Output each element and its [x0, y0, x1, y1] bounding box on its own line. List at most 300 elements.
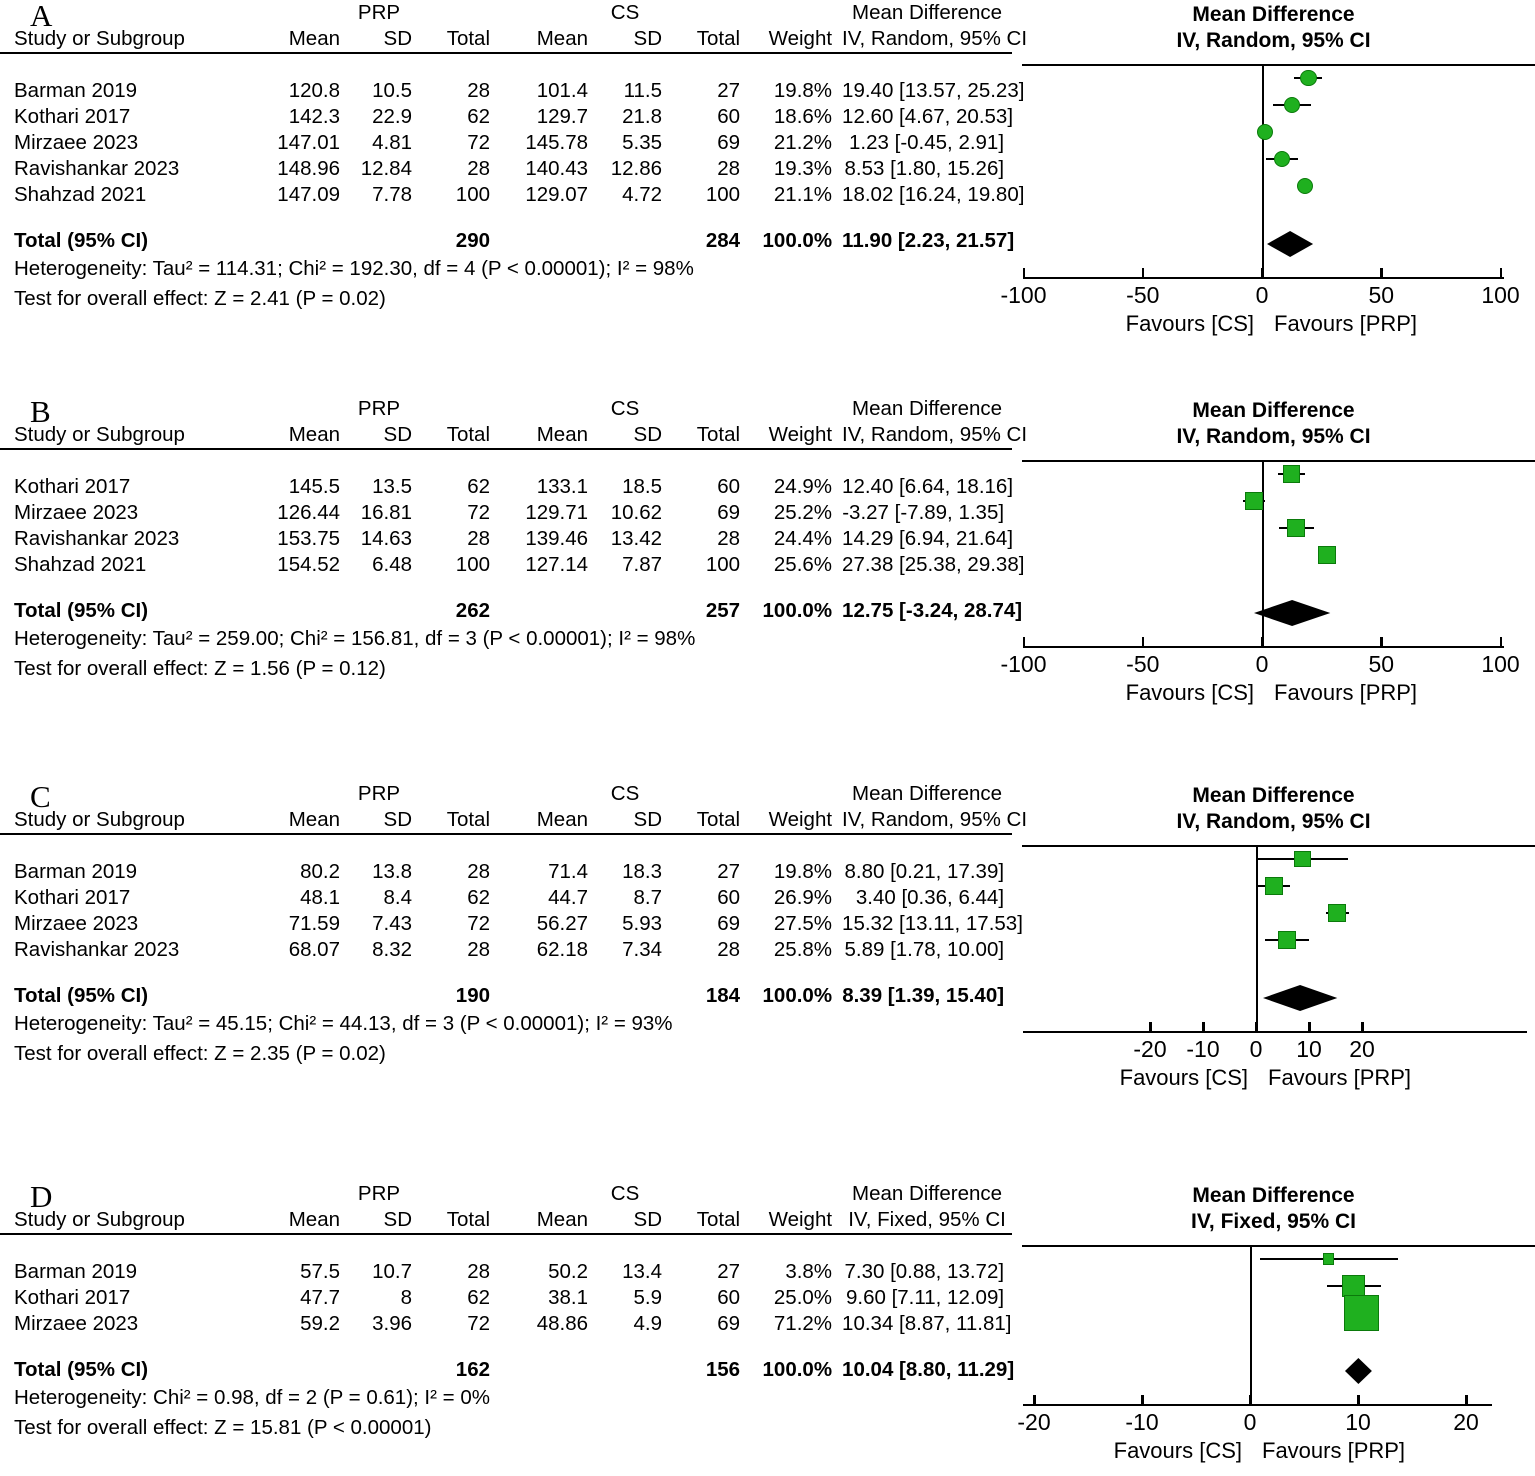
cell-cs-total: 27	[717, 860, 741, 883]
col-weight: Weight	[768, 423, 833, 446]
forest-table	[0, 781, 1028, 1069]
col-cs-mean: Mean	[536, 1208, 589, 1231]
study-effect-marker	[1342, 1275, 1365, 1298]
plot-title-model: IV, Random, 95% CI	[1176, 425, 1371, 448]
cell-weight: 26.9%	[773, 886, 833, 909]
x-axis-tick	[1142, 637, 1145, 648]
cell-cs-mean: 127.14	[525, 553, 589, 576]
group-header-prp: PRP	[357, 1182, 401, 1205]
table-row	[0, 1259, 1012, 1285]
cell-prp-sd: 10.7	[372, 1260, 412, 1283]
cell-cs-sd: 7.34	[622, 938, 663, 961]
cell-prp-total: 72	[467, 912, 491, 935]
cell-prp-mean: 154.52	[277, 553, 340, 576]
total-label: Total (95% CI)	[14, 599, 149, 622]
cell-cs-sd: 11.5	[623, 79, 663, 102]
cell-prp-sd: 7.43	[372, 912, 412, 935]
header-rule-row	[0, 1233, 1012, 1259]
cell-weight: 24.4%	[773, 527, 833, 550]
col-prp-total: Total	[446, 423, 491, 446]
cell-mean-difference: 10.34 [8.87, 11.81]	[842, 1312, 1012, 1335]
null-effect-line	[1262, 64, 1264, 277]
cell-cs-total: 100	[705, 183, 741, 206]
study-effect-marker	[1323, 1253, 1334, 1264]
x-axis-tick-label: -50	[1126, 651, 1160, 677]
cell-mean-difference: 27.38 [25.38, 29.38]	[842, 553, 1025, 576]
study-effect-marker	[1265, 877, 1283, 895]
overall-effect-row	[0, 1039, 1012, 1069]
cell-cs-mean: 101.4	[536, 79, 589, 102]
cell-mean-difference: -3.27 [-7.89, 1.35]	[842, 501, 1005, 524]
col-model: IV, Random, 95% CI	[842, 27, 1028, 50]
heterogeneity-row	[0, 254, 1012, 284]
col-prp-sd: SD	[383, 27, 412, 50]
cell-weight: 21.1%	[773, 183, 833, 206]
total-mean-difference: 12.75 [-3.24, 28.74]	[842, 599, 1023, 622]
cell-prp-sd: 3.96	[372, 1312, 412, 1335]
cell-study: Barman 2019	[14, 79, 138, 102]
study-effect-marker	[1287, 519, 1305, 537]
cell-cs-total: 69	[717, 912, 741, 935]
x-axis-tick	[1500, 268, 1503, 279]
group-header-row	[0, 0, 1012, 26]
cell-cs-mean: 56.27	[536, 912, 589, 935]
total-mean-difference: 10.04 [8.80, 11.29]	[842, 1358, 1015, 1381]
plot-top-rule	[1022, 64, 1535, 66]
group-header-prp: PRP	[357, 1, 401, 24]
x-axis-tick	[1261, 268, 1264, 279]
null-effect-line	[1256, 845, 1258, 1031]
x-axis-line	[1023, 277, 1504, 279]
col-prp-total: Total	[446, 1208, 491, 1231]
cell-weight: 18.6%	[773, 105, 833, 128]
plot-title-effect: Mean Difference	[1192, 3, 1355, 26]
cell-mean-difference: 14.29 [6.94, 21.64]	[842, 527, 1014, 550]
plot-top-rule	[1022, 845, 1535, 847]
group-header-effect: Mean Difference	[852, 782, 1003, 805]
total-prp-total: 162	[455, 1358, 491, 1381]
x-axis-line	[1023, 646, 1504, 648]
cell-prp-sd: 13.8	[372, 860, 412, 883]
x-axis-tick	[1142, 268, 1145, 279]
x-axis-tick-label: 10	[1296, 1036, 1322, 1062]
x-axis-tick	[1023, 268, 1026, 279]
cell-prp-total: 28	[467, 79, 491, 102]
cell-cs-mean: 62.18	[536, 938, 589, 961]
study-effect-marker	[1328, 904, 1346, 922]
plot-title-model: IV, Random, 95% CI	[1176, 29, 1371, 52]
total-row	[0, 598, 1012, 624]
group-header-cs: CS	[610, 397, 640, 420]
favours-right-label: Favours [PRP]	[1274, 680, 1418, 705]
cell-cs-total: 69	[717, 501, 741, 524]
cell-study: Mirzaee 2023	[14, 1312, 139, 1335]
total-prp-total: 190	[455, 984, 491, 1007]
x-axis-tick-label: 20	[1349, 1036, 1375, 1062]
table-row	[0, 911, 1012, 937]
col-cs-sd: SD	[633, 1208, 663, 1231]
cell-prp-total: 28	[467, 157, 491, 180]
cell-prp-total: 62	[467, 1286, 491, 1309]
cell-prp-total: 62	[467, 105, 491, 128]
study-effect-marker	[1300, 70, 1317, 87]
col-prp-sd: SD	[383, 808, 412, 831]
x-axis-tick-label: -50	[1126, 282, 1160, 308]
header-rule-row	[0, 52, 1012, 78]
table-row	[0, 130, 1012, 156]
pooled-effect-diamond	[1265, 231, 1315, 257]
cell-weight: 71.2%	[773, 1312, 833, 1335]
cell-weight: 25.6%	[773, 553, 833, 576]
study-effect-marker	[1344, 1295, 1379, 1330]
x-axis-tick	[1500, 637, 1503, 648]
col-model: IV, Random, 95% CI	[842, 808, 1028, 831]
cell-prp-mean: 48.1	[300, 886, 340, 909]
total-weight: 100.0%	[762, 1358, 833, 1381]
cell-prp-total: 100	[455, 183, 491, 206]
cell-study: Ravishankar 2023	[14, 157, 180, 180]
cell-mean-difference: 19.40 [13.57, 25.23]	[842, 79, 1025, 102]
panel-label: D	[30, 1179, 53, 1214]
x-axis-tick	[1361, 1022, 1364, 1033]
x-axis-tick	[1202, 1022, 1205, 1033]
cell-cs-mean: 140.43	[525, 157, 589, 180]
col-prp-mean: Mean	[288, 27, 340, 50]
cell-prp-sd: 7.78	[372, 183, 412, 206]
x-axis-tick-label: 0	[1249, 1036, 1263, 1062]
spacer-row	[0, 578, 1012, 598]
table-row	[0, 526, 1012, 552]
cell-prp-total: 28	[467, 527, 491, 550]
cell-weight: 25.0%	[773, 1286, 833, 1309]
cell-cs-sd: 13.42	[610, 527, 663, 550]
total-row	[0, 1357, 1012, 1383]
cell-cs-total: 27	[717, 1260, 741, 1283]
total-label: Total (95% CI)	[14, 229, 149, 252]
study-effect-marker	[1283, 465, 1301, 483]
x-axis-tick-label: 10	[1345, 1409, 1371, 1435]
x-axis-tick-label: -20	[1017, 1409, 1051, 1435]
overall-effect-text: Test for overall effect: Z = 2.35 (P = 0.02)	[14, 1042, 386, 1065]
group-header-effect: Mean Difference	[852, 1182, 1003, 1205]
cell-prp-mean: 47.7	[300, 1286, 340, 1309]
col-prp-mean: Mean	[288, 808, 340, 831]
total-prp-total: 290	[455, 229, 491, 252]
cell-prp-total: 28	[467, 1260, 491, 1283]
total-mean-difference: 11.90 [2.23, 21.57]	[842, 229, 1015, 252]
cell-cs-total: 100	[705, 553, 741, 576]
cell-cs-mean: 129.07	[525, 183, 589, 206]
cell-cs-total: 28	[717, 938, 741, 961]
total-mean-difference: 8.39 [1.39, 15.40]	[842, 984, 1005, 1007]
group-header-cs: CS	[610, 1182, 640, 1205]
cell-cs-total: 60	[717, 105, 741, 128]
x-axis-tick-label: 50	[1368, 651, 1395, 677]
total-cs-total: 156	[705, 1358, 741, 1381]
table-row	[0, 156, 1012, 182]
x-axis-tick-label: 0	[1243, 1409, 1257, 1435]
group-header-row	[0, 396, 1012, 422]
cell-prp-total: 62	[467, 475, 491, 498]
x-axis-tick	[1033, 1395, 1036, 1406]
col-weight: Weight	[768, 1208, 833, 1231]
cell-weight: 19.3%	[773, 157, 833, 180]
study-effect-marker	[1245, 492, 1263, 510]
cell-mean-difference: 12.40 [6.64, 18.16]	[842, 475, 1014, 498]
cell-cs-sd: 12.86	[610, 157, 663, 180]
overall-effect-row	[0, 1413, 1012, 1443]
cell-cs-sd: 5.93	[622, 912, 663, 935]
cell-mean-difference: 9.60 [7.11, 12.09]	[845, 1286, 1005, 1309]
cell-weight: 19.8%	[773, 79, 833, 102]
spacer-row	[0, 208, 1012, 228]
x-axis-line	[1023, 1031, 1527, 1033]
x-axis-tick	[1357, 1395, 1360, 1406]
x-axis-tick	[1380, 637, 1383, 648]
cell-mean-difference: 3.40 [0.36, 6.44]	[855, 886, 1005, 909]
plot-title-effect: Mean Difference	[1192, 1184, 1355, 1207]
cell-cs-mean: 44.7	[548, 886, 589, 909]
cell-weight: 21.2%	[773, 131, 833, 154]
cell-cs-total: 27	[717, 79, 741, 102]
cell-prp-mean: 57.5	[300, 1260, 340, 1283]
cell-cs-sd: 5.9	[633, 1286, 663, 1309]
study-effect-marker	[1278, 931, 1296, 949]
col-prp-mean: Mean	[288, 423, 340, 446]
overall-effect-row	[0, 654, 1012, 684]
pooled-effect-diamond	[1261, 985, 1339, 1011]
favours-left-label: Favours [CS]	[1125, 680, 1254, 705]
cell-cs-mean: 50.2	[548, 1260, 589, 1283]
col-model: IV, Fixed, 95% CI	[848, 1208, 1006, 1231]
cell-weight: 25.8%	[773, 938, 833, 961]
cell-study: Barman 2019	[14, 860, 138, 883]
group-header-cs: CS	[610, 782, 640, 805]
group-header-cs: CS	[610, 1, 640, 24]
cell-prp-mean: 126.44	[277, 501, 340, 524]
cell-weight: 24.9%	[773, 475, 833, 498]
col-prp-total: Total	[446, 27, 491, 50]
cell-cs-total: 28	[717, 527, 741, 550]
col-prp-sd: SD	[383, 1208, 412, 1231]
study-effect-marker	[1284, 97, 1300, 113]
cell-cs-sd: 4.72	[622, 183, 663, 206]
total-row	[0, 983, 1012, 1009]
cell-prp-mean: 68.07	[288, 938, 340, 961]
forest-table	[0, 1181, 1015, 1443]
cell-prp-mean: 142.3	[288, 105, 340, 128]
col-study: Study or Subgroup	[14, 423, 185, 446]
col-cs-mean: Mean	[536, 808, 589, 831]
cell-study: Kothari 2017	[14, 1286, 131, 1309]
col-cs-mean: Mean	[536, 423, 589, 446]
x-axis-tick-label: 50	[1368, 282, 1395, 308]
cell-weight: 25.2%	[773, 501, 833, 524]
col-study: Study or Subgroup	[14, 808, 185, 831]
cell-study: Kothari 2017	[14, 105, 131, 128]
pooled-effect-diamond	[1252, 600, 1332, 626]
col-cs-sd: SD	[633, 27, 663, 50]
x-axis-tick-label: -10	[1186, 1036, 1220, 1062]
header-rule	[0, 1233, 1012, 1235]
overall-effect-text: Test for overall effect: Z = 2.41 (P = 0.02)	[14, 287, 386, 310]
group-header-effect: Mean Difference	[852, 397, 1003, 420]
header-rule	[0, 52, 1012, 54]
cell-cs-mean: 129.7	[536, 105, 589, 128]
group-header-prp: PRP	[357, 397, 401, 420]
table-row	[0, 182, 1012, 208]
overall-effect-text: Test for overall effect: Z = 15.81 (P < 0.00001)	[14, 1416, 432, 1439]
cell-cs-sd: 10.62	[610, 501, 663, 524]
panel-label: C	[30, 779, 51, 814]
heterogeneity-text: Heterogeneity: Tau² = 114.31; Chi² = 192.30, df = 4 (P < 0.00001); I² = 98%	[14, 257, 694, 280]
cell-prp-mean: 147.09	[277, 183, 340, 206]
cell-prp-sd: 14.63	[360, 527, 412, 550]
table-row	[0, 78, 1012, 104]
table-row	[0, 104, 1012, 130]
group-header-row	[0, 1181, 1012, 1207]
cell-cs-mean: 48.86	[536, 1312, 589, 1335]
cell-weight: 19.8%	[773, 860, 833, 883]
cell-study: Barman 2019	[14, 1260, 138, 1283]
x-axis-tick	[1141, 1395, 1144, 1406]
cell-prp-mean: 59.2	[300, 1312, 340, 1335]
cell-prp-sd: 12.84	[360, 157, 412, 180]
study-effect-marker	[1318, 546, 1336, 564]
table-row	[0, 474, 1012, 500]
heterogeneity-text: Heterogeneity: Tau² = 259.00; Chi² = 156.81, df = 3 (P < 0.00001); I² = 98%	[14, 627, 696, 650]
cell-prp-sd: 10.5	[372, 79, 412, 102]
null-effect-line	[1250, 1245, 1252, 1404]
x-axis-tick-label: 0	[1255, 651, 1269, 677]
table-row	[0, 500, 1012, 526]
favours-right-label: Favours [PRP]	[1262, 1438, 1406, 1463]
spacer-row	[0, 1337, 1012, 1357]
cell-prp-mean: 120.8	[288, 79, 340, 102]
col-weight: Weight	[768, 808, 833, 831]
col-cs-total: Total	[696, 1208, 741, 1231]
heterogeneity-text: Heterogeneity: Chi² = 0.98, df = 2 (P = 0.61); I² = 0%	[14, 1386, 490, 1409]
x-axis-tick-label: 100	[1481, 651, 1520, 677]
cell-cs-sd: 13.4	[622, 1260, 663, 1283]
study-effect-marker	[1257, 124, 1274, 141]
study-effect-marker	[1294, 851, 1311, 868]
heterogeneity-row	[0, 1383, 1012, 1413]
overall-effect-text: Test for overall effect: Z = 1.56 (P = 0.12)	[14, 657, 386, 680]
col-cs-sd: SD	[633, 423, 663, 446]
plot-title-model: IV, Random, 95% CI	[1176, 810, 1371, 833]
plot-title-effect: Mean Difference	[1192, 399, 1355, 422]
overall-effect-row	[0, 284, 1012, 314]
col-cs-total: Total	[696, 808, 741, 831]
cell-weight: 27.5%	[773, 912, 833, 935]
cell-study: Mirzaee 2023	[14, 131, 139, 154]
cell-prp-sd: 22.9	[372, 105, 412, 128]
cell-cs-mean: 129.71	[525, 501, 589, 524]
plot-top-rule	[1022, 1245, 1535, 1247]
cell-cs-total: 69	[717, 131, 741, 154]
cell-cs-mean: 38.1	[548, 1286, 589, 1309]
x-axis-tick-label: 20	[1453, 1409, 1479, 1435]
group-header-row	[0, 781, 1012, 807]
x-axis-tick-label: -10	[1125, 1409, 1159, 1435]
x-axis-tick	[1465, 1395, 1468, 1406]
table-row	[0, 885, 1012, 911]
cell-prp-total: 100	[455, 553, 491, 576]
cell-cs-total: 28	[717, 157, 741, 180]
cell-cs-sd: 8.7	[633, 886, 663, 909]
cell-mean-difference: 5.89 [1.78, 10.00]	[844, 938, 1005, 961]
cell-prp-sd: 4.81	[372, 131, 412, 154]
cell-prp-sd: 8	[400, 1286, 412, 1309]
cell-cs-mean: 145.78	[525, 131, 589, 154]
favours-left-label: Favours [CS]	[1119, 1065, 1248, 1090]
total-weight: 100.0%	[762, 229, 833, 252]
cell-mean-difference: 12.60 [4.67, 20.53]	[842, 105, 1014, 128]
x-axis-tick	[1308, 1022, 1311, 1033]
cell-mean-difference: 7.30 [0.88, 13.72]	[844, 1260, 1005, 1283]
cell-cs-sd: 21.8	[622, 105, 663, 128]
group-header-blank	[750, 781, 842, 807]
x-axis-tick-label: -20	[1133, 1036, 1167, 1062]
heterogeneity-text: Heterogeneity: Tau² = 45.15; Chi² = 44.13, df = 3 (P < 0.00001); I² = 93%	[14, 1012, 673, 1035]
favours-right-label: Favours [PRP]	[1268, 1065, 1412, 1090]
favours-left-label: Favours [CS]	[1113, 1438, 1242, 1463]
heterogeneity-row	[0, 1009, 1012, 1039]
col-study: Study or Subgroup	[14, 1208, 185, 1231]
header-rule	[0, 833, 1012, 835]
column-header-row	[0, 1207, 1012, 1233]
cell-prp-total: 72	[467, 1312, 491, 1335]
cell-cs-mean: 71.4	[548, 860, 589, 883]
total-cs-total: 257	[705, 599, 741, 622]
forest-table	[0, 396, 1028, 684]
study-effect-marker	[1274, 151, 1290, 167]
header-rule-row	[0, 833, 1012, 859]
cell-prp-sd: 16.81	[360, 501, 412, 524]
col-prp-mean: Mean	[288, 1208, 340, 1231]
cell-prp-total: 62	[467, 886, 491, 909]
cell-cs-sd: 7.87	[622, 553, 663, 576]
x-axis-tick-label: 100	[1481, 282, 1520, 308]
total-prp-total: 262	[455, 599, 491, 622]
favours-left-label: Favours [CS]	[1125, 311, 1254, 336]
col-prp-total: Total	[446, 808, 491, 831]
col-prp-sd: SD	[383, 423, 412, 446]
x-axis-tick	[1023, 637, 1026, 648]
cell-prp-mean: 147.01	[277, 131, 340, 154]
pooled-effect-diamond	[1343, 1358, 1374, 1384]
cell-mean-difference: 1.23 [-0.45, 2.91]	[849, 131, 1005, 154]
col-cs-sd: SD	[633, 808, 663, 831]
group-header-blank	[750, 1181, 842, 1207]
column-header-row	[0, 26, 1012, 52]
cell-cs-sd: 18.3	[622, 860, 663, 883]
cell-cs-sd: 4.9	[633, 1312, 663, 1335]
x-axis-tick	[1255, 1022, 1258, 1033]
cell-prp-total: 72	[467, 131, 491, 154]
heterogeneity-row	[0, 624, 1012, 654]
cell-study: Kothari 2017	[14, 886, 131, 909]
cell-cs-total: 60	[717, 1286, 741, 1309]
table-row	[0, 1285, 1012, 1311]
x-axis-tick	[1249, 1395, 1252, 1406]
table-row	[0, 1311, 1012, 1337]
header-rule-row	[0, 448, 1012, 474]
cell-prp-total: 28	[467, 860, 491, 883]
cell-mean-difference: 18.02 [16.24, 19.80]	[842, 183, 1025, 206]
col-cs-mean: Mean	[536, 27, 589, 50]
